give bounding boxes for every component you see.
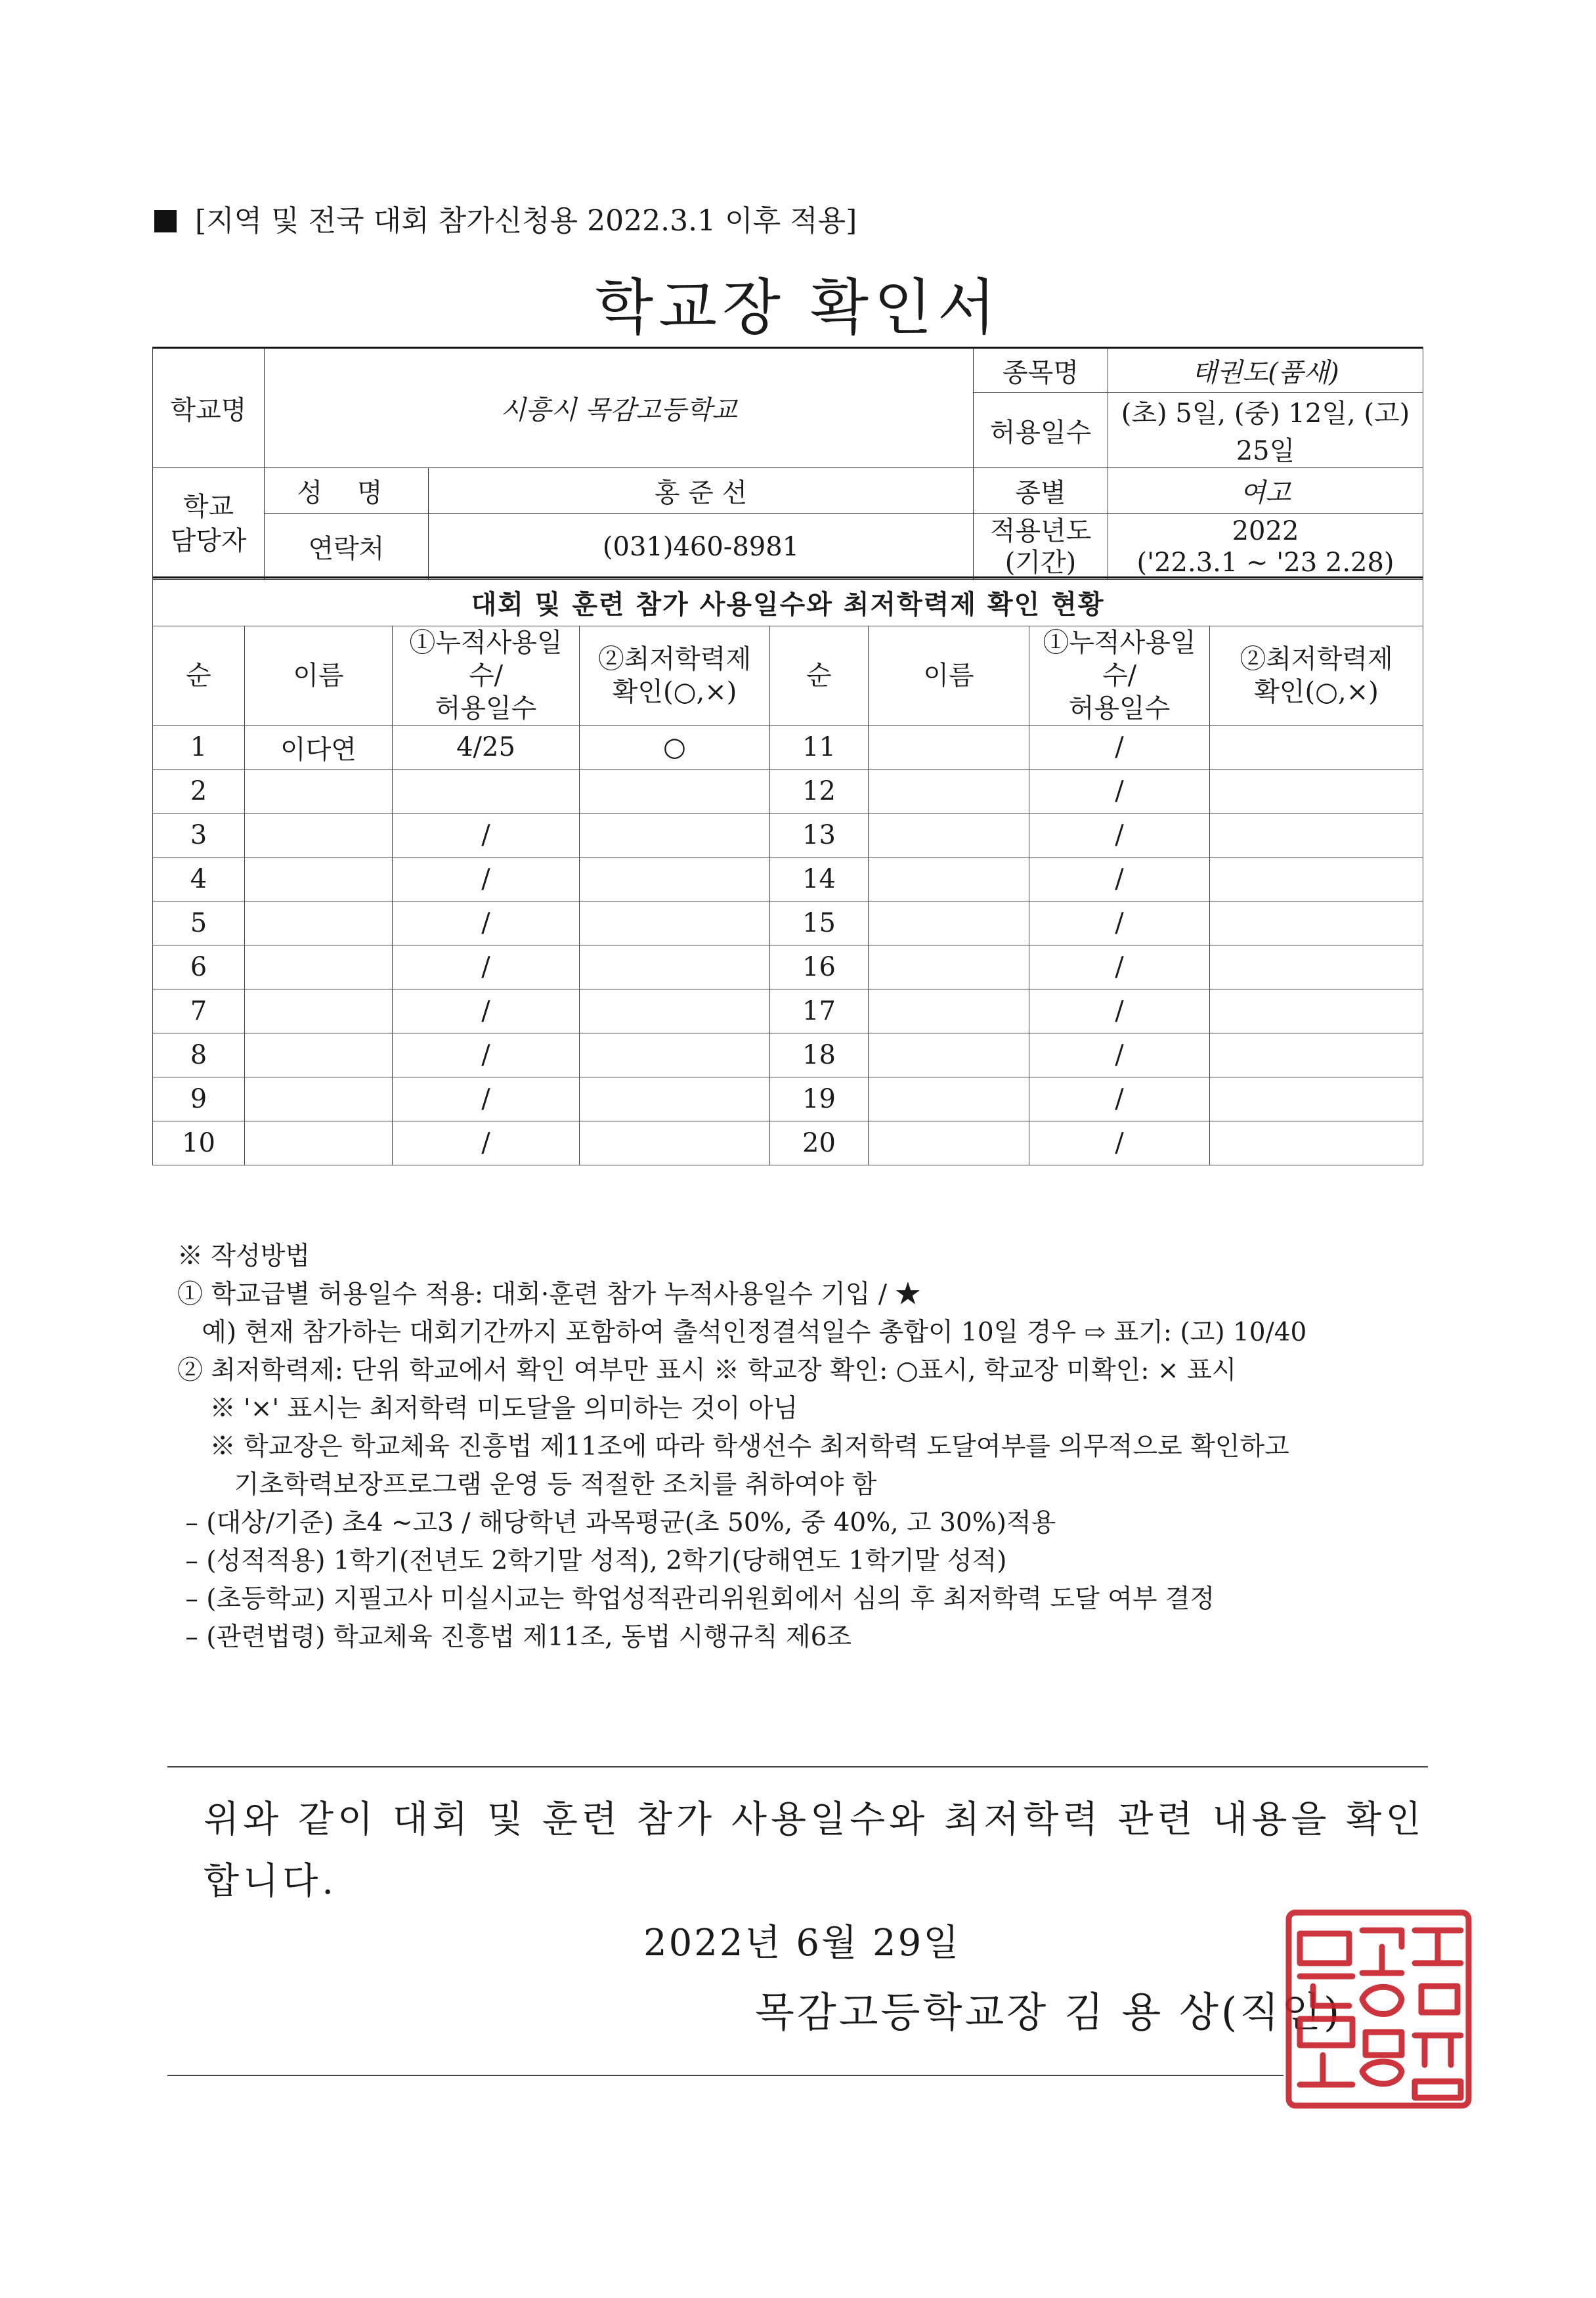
cell-name: [245, 770, 393, 813]
black-square-icon: [154, 210, 177, 232]
cell-no: 12: [770, 770, 869, 813]
cell-no: 7: [153, 989, 245, 1033]
cell-name: [869, 726, 1029, 770]
table-row: [153, 1033, 1423, 1077]
cell-name: [245, 989, 393, 1033]
manager-name-value: 홍 준 선: [429, 468, 974, 514]
cell-no: 20: [770, 1121, 869, 1165]
col-name: 이름: [245, 626, 393, 726]
cell-no: 3: [153, 813, 245, 857]
cell-no: 6: [153, 945, 245, 989]
col-check: ②최저학력제 확인(○,×): [1210, 626, 1423, 726]
divider: [167, 1766, 1428, 1767]
table-row: [153, 945, 1423, 989]
cell-name: [869, 945, 1029, 989]
cell-check: [1210, 857, 1423, 901]
allowed-days-label: 허용일수: [974, 393, 1108, 468]
instruction-line: ※ '×' 표시는 최저학력 미도달을 의미하는 것이 아님: [177, 1394, 798, 1423]
table-row: [153, 901, 1423, 945]
cell-no: 5: [153, 901, 245, 945]
form-header: [154, 197, 857, 239]
cell-no: 16: [770, 945, 869, 989]
cell-no: 15: [770, 901, 869, 945]
cell-name: [245, 857, 393, 901]
col-name: 이름: [869, 626, 1029, 726]
table-row: [153, 813, 1423, 857]
cell-name: [245, 1033, 393, 1077]
cell-days: /: [393, 1121, 580, 1165]
cell-days: /: [1029, 901, 1210, 945]
cell-check: [580, 1077, 770, 1121]
cell-name: [869, 857, 1029, 901]
cell-days: /: [393, 901, 580, 945]
cell-check: ○: [580, 726, 770, 770]
cell-check: [580, 945, 770, 989]
signer: 목감고등학교장 김 용 상(직인): [755, 1988, 1343, 2036]
info-table: [152, 347, 1423, 580]
cell-days: /: [1029, 1033, 1210, 1077]
cell-check: [1210, 813, 1423, 857]
instruction-line: – (관련법령) 학교체육 진흥법 제11조, 동법 시행규칙 제6조: [177, 1622, 852, 1652]
cell-no: 8: [153, 1033, 245, 1077]
table-row: [153, 770, 1423, 813]
cell-check: [580, 1121, 770, 1165]
cell-days: /: [393, 1077, 580, 1121]
col-days: ①누적사용일수/ 허용일수: [393, 626, 580, 726]
cell-days: /: [393, 857, 580, 901]
status-table-title: 대회 및 훈련 참가 사용일수와 최저학력제 확인 현황: [153, 578, 1423, 626]
cell-name: [869, 1033, 1029, 1077]
cell-days: /: [393, 1033, 580, 1077]
cell-name: [869, 813, 1029, 857]
instructions: [177, 1238, 1306, 1657]
cell-check: [1210, 770, 1423, 813]
cell-name: 이다연: [245, 726, 393, 770]
cell-days: /: [393, 989, 580, 1033]
year-value: 2022 ('22.3.1 ~ '23 2.28): [1108, 514, 1423, 580]
col-no: 순: [770, 626, 869, 726]
instruction-line: ① 학교급별 허용일수 적용: 대회·훈련 참가 누적사용일수 기입 / ★: [177, 1280, 921, 1309]
cell-days: /: [1029, 945, 1210, 989]
cell-name: [869, 989, 1029, 1033]
cell-check: [1210, 1121, 1423, 1165]
cell-check: [580, 989, 770, 1033]
cell-days: [393, 770, 580, 813]
cell-no: 9: [153, 1077, 245, 1121]
cell-no: 4: [153, 857, 245, 901]
col-no: 순: [153, 626, 245, 726]
page-title: 학교장 확인서: [595, 272, 1001, 343]
cell-no: 2: [153, 770, 245, 813]
cell-no: 13: [770, 813, 869, 857]
cell-no: 10: [153, 1121, 245, 1165]
school-name-value: 시흥시 목감고등학교: [265, 348, 974, 468]
cell-check: [580, 857, 770, 901]
cell-check: [1210, 945, 1423, 989]
type-value: 여고: [1108, 468, 1423, 514]
cell-check: [1210, 901, 1423, 945]
form-header-text: [지역 및 전국 대회 참가신청용 2022.3.1 이후 적용]: [195, 204, 857, 238]
cell-check: [1210, 1033, 1423, 1077]
cell-name: [245, 1077, 393, 1121]
cell-no: 18: [770, 1033, 869, 1077]
cell-name: [245, 945, 393, 989]
cell-no: 14: [770, 857, 869, 901]
cell-days: /: [393, 813, 580, 857]
table-row: [153, 1077, 1423, 1121]
cell-days: /: [1029, 770, 1210, 813]
cell-check: [580, 901, 770, 945]
table-row: [153, 1121, 1423, 1165]
cell-name: [245, 901, 393, 945]
table-row: [153, 989, 1423, 1033]
cell-days: /: [1029, 1077, 1210, 1121]
manager-name-label: 성 명: [265, 468, 429, 514]
table-row: [153, 726, 1423, 770]
instruction-line: – (초등학교) 지필고사 미실시교는 학업성적관리위원회에서 심의 후 최저학력 도달 여부 결정: [177, 1584, 1215, 1614]
cell-name: [245, 813, 393, 857]
contact-value: (031)460-8981: [429, 514, 974, 580]
cell-days: /: [1029, 726, 1210, 770]
cell-check: [1210, 1077, 1423, 1121]
instruction-line: 기초학력보장프로그램 운영 등 적절한 조치를 취하여야 함: [177, 1470, 877, 1500]
type-label: 종별: [974, 468, 1108, 514]
cell-name: [869, 901, 1029, 945]
divider: [167, 2075, 1283, 2076]
cell-check: [580, 770, 770, 813]
instruction-line: 예) 현재 참가하는 대회기간까지 포함하여 출석인정결석일수 총합이 10일 경우 ⇨ 표기: (고) 10/40: [177, 1318, 1307, 1347]
col-check: ②최저학력제 확인(○,×): [580, 626, 770, 726]
confirmation-date: 2022년 6월 29일: [643, 1922, 961, 1964]
cell-no: 1: [153, 726, 245, 770]
contact-label: 연락처: [265, 514, 429, 580]
cell-no: 11: [770, 726, 869, 770]
official-seal: [1283, 1907, 1474, 2111]
allowed-days-value: (초) 5일, (중) 12일, (고) 25일: [1108, 393, 1423, 468]
instruction-line: ② 최저학력제: 단위 학교에서 확인 여부만 표시 ※ 학교장 확인: ○표시, 학교장 미확인: × 표시: [177, 1356, 1237, 1385]
event-value: 태권도(품새): [1108, 348, 1423, 393]
cell-check: [580, 1033, 770, 1077]
instruction-line: ※ 학교장은 학교체육 진흥법 제11조에 따라 학생선수 최저학력 도달여부를 의무적으로 확인하고: [177, 1432, 1289, 1462]
cell-days: /: [1029, 813, 1210, 857]
cell-days: /: [1029, 1121, 1210, 1165]
col-days: ①누적사용일수/ 허용일수: [1029, 626, 1210, 726]
cell-days: /: [393, 945, 580, 989]
instruction-line: – (대상/기준) 초4 ~고3 / 해당학년 과목평균(초 50%, 중 40%, 고 30%)적용: [177, 1508, 1056, 1538]
table-row: [153, 857, 1423, 901]
instruction-line: – (성적적용) 1학기(전년도 2학기말 성적), 2학기(당해연도 1학기말 성적): [177, 1546, 1007, 1576]
cell-no: 17: [770, 989, 869, 1033]
cell-days: 4/25: [393, 726, 580, 770]
event-label: 종목명: [974, 348, 1108, 393]
cell-no: 19: [770, 1077, 869, 1121]
cell-name: [869, 770, 1029, 813]
cell-name: [245, 1121, 393, 1165]
cell-days: /: [1029, 857, 1210, 901]
cell-days: /: [1029, 989, 1210, 1033]
cell-check: [1210, 726, 1423, 770]
cell-check: [580, 813, 770, 857]
school-name-label: 학교명: [153, 348, 265, 468]
year-label: 적용년도 (기간): [974, 514, 1108, 580]
cell-check: [1210, 989, 1423, 1033]
cell-name: [869, 1121, 1029, 1165]
instruction-line: ※ 작성방법: [177, 1242, 311, 1271]
manager-label: 학교 담당자: [153, 468, 265, 580]
status-table: [152, 576, 1423, 1165]
confirmation-text: 위와 같이 대회 및 훈련 참가 사용일수와 최저학력 관련 내용을 확인합니다.: [204, 1798, 1425, 1903]
cell-name: [869, 1077, 1029, 1121]
